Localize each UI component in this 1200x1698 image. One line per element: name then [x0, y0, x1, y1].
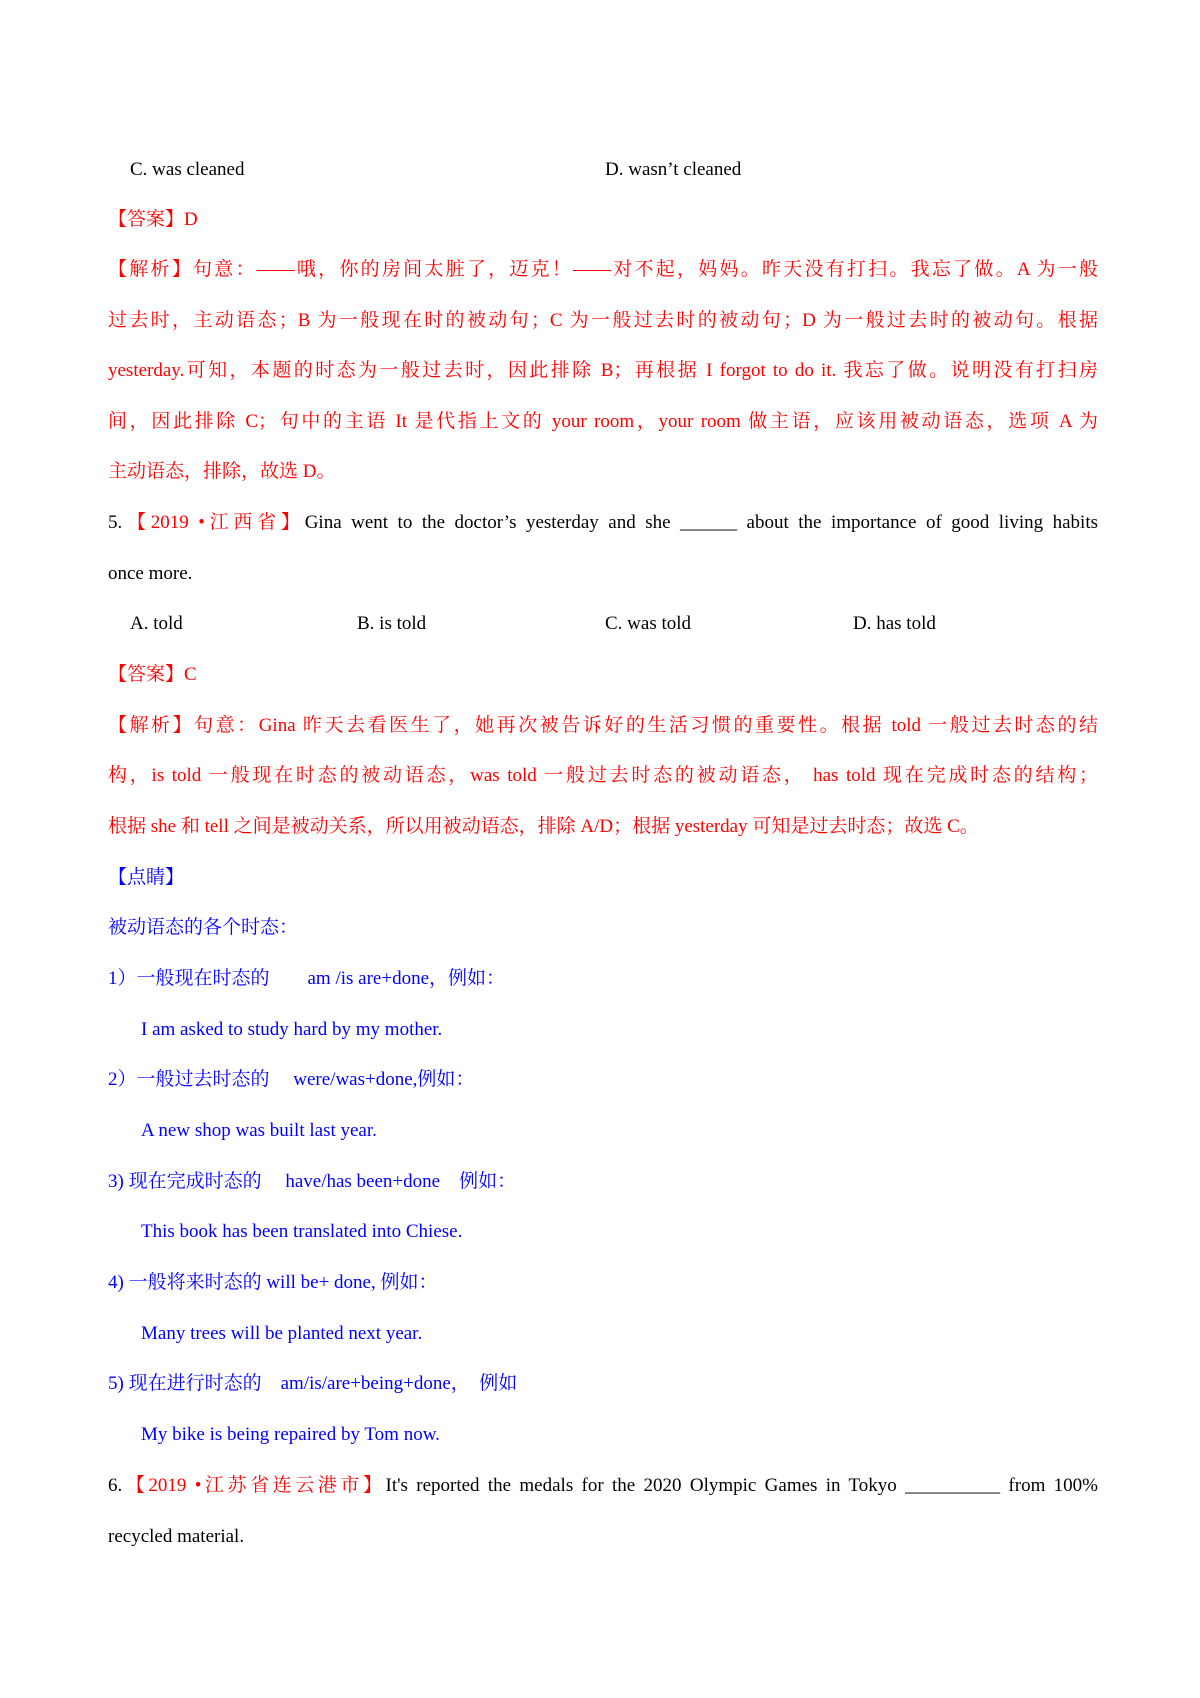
q5-option-b: B. is told: [357, 613, 427, 634]
q4-analysis-line-3: yesterday.可知，本题的时态为一般过去时，因此排除 B；再根据 I forgot to do it. 我忘了做。说明没有打扫房: [108, 360, 1098, 381]
tense-rule-3: 3) 现在完成时态的 have/has been+done 例如：: [108, 1171, 517, 1192]
q5-tip-heading: 【点睛】: [108, 867, 185, 888]
q5-stem-text: Gina went to the doctor’s yesterday and she ______ about the importance of good living habits: [304, 512, 1098, 533]
q6-stem-line-1: [108, 1474, 1098, 1498]
q5-tip-intro: 被动语态的各个时态：: [108, 917, 299, 938]
q5-source: 【2019 •江西省】: [122, 512, 305, 533]
q4-option-d: D. wasn’t cleaned: [605, 159, 742, 180]
tense-rule-2: 2）一般过去时态的 were/was+done,例如：: [108, 1069, 475, 1090]
q4-analysis-line-4: 间，因此排除 C；句中的主语 It 是代指上文的 your room，your room 做主语，应该用被动语态，选项 A 为: [108, 411, 1098, 432]
q5-stem-line-1: [108, 511, 1098, 535]
q6-stem-text: It's reported the medals for the 2020 Olympic Games in Tokyo __________ from 100%: [385, 1475, 1098, 1496]
tense-rule-5: 5) 现在进行时态的 am/is/are+being+done， 例如: [108, 1373, 518, 1394]
q4-analysis-line-2: 过去时，主动语态；B 为一般现在时的被动句；C 为一般过去时的被动句；D 为一般过去时的被动句。根据: [108, 310, 1098, 331]
q5-stem-line-2: once more.: [108, 563, 193, 584]
q6-source: 【2019 •江苏省连云港市】: [122, 1475, 386, 1496]
q4-analysis-line-5: 主动语态，排除，故选 D。: [108, 461, 336, 482]
q5-option-a: A. told: [130, 613, 183, 634]
q4-option-c: C. was cleaned: [130, 159, 245, 180]
tense-rule-4: 4) 一般将来时态的 will be+ done, 例如：: [108, 1272, 438, 1293]
q5-answer: 【答案】C: [108, 664, 197, 685]
tense-example-1: I am asked to study hard by my mother.: [141, 1019, 443, 1040]
q6-number: 6.: [108, 1475, 123, 1496]
tense-rule-1: 1）一般现在时态的 am /is are+done，例如：: [108, 968, 506, 989]
q5-analysis-line-2: 构，is told 一般现在时态的被动语态，was told 一般过去时态的被动语态， has told 现在完成时态的结构；: [108, 765, 1098, 786]
tense-example-2: A new shop was built last year.: [141, 1120, 377, 1141]
q4-answer: 【答案】D: [108, 209, 198, 230]
q5-number: 5.: [108, 512, 123, 533]
q5-option-d: D. has told: [853, 613, 936, 634]
q5-option-c: C. was told: [605, 613, 692, 634]
q4-analysis-line-1: 【解析】句意：——哦，你的房间太脏了，迈克！——对不起，妈妈。昨天没有打扫。我忘了做。A 为一般: [108, 259, 1098, 280]
q5-analysis-line-1: 【解析】句意：Gina 昨天去看医生了，她再次被告诉好的生活习惯的重要性。根据 told 一般过去时态的结: [108, 715, 1098, 736]
q6-stem-line-2: recycled material.: [108, 1526, 245, 1547]
tense-example-4: Many trees will be planted next year.: [141, 1323, 423, 1344]
tense-example-5: My bike is being repaired by Tom now.: [141, 1424, 440, 1445]
tense-example-3: This book has been translated into Chiese.: [141, 1221, 463, 1242]
q5-analysis-line-3: 根据 she 和 tell 之间是被动关系，所以用被动语态，排除 A/D；根据 yesterday 可知是过去时态；故选 C。: [108, 816, 979, 837]
